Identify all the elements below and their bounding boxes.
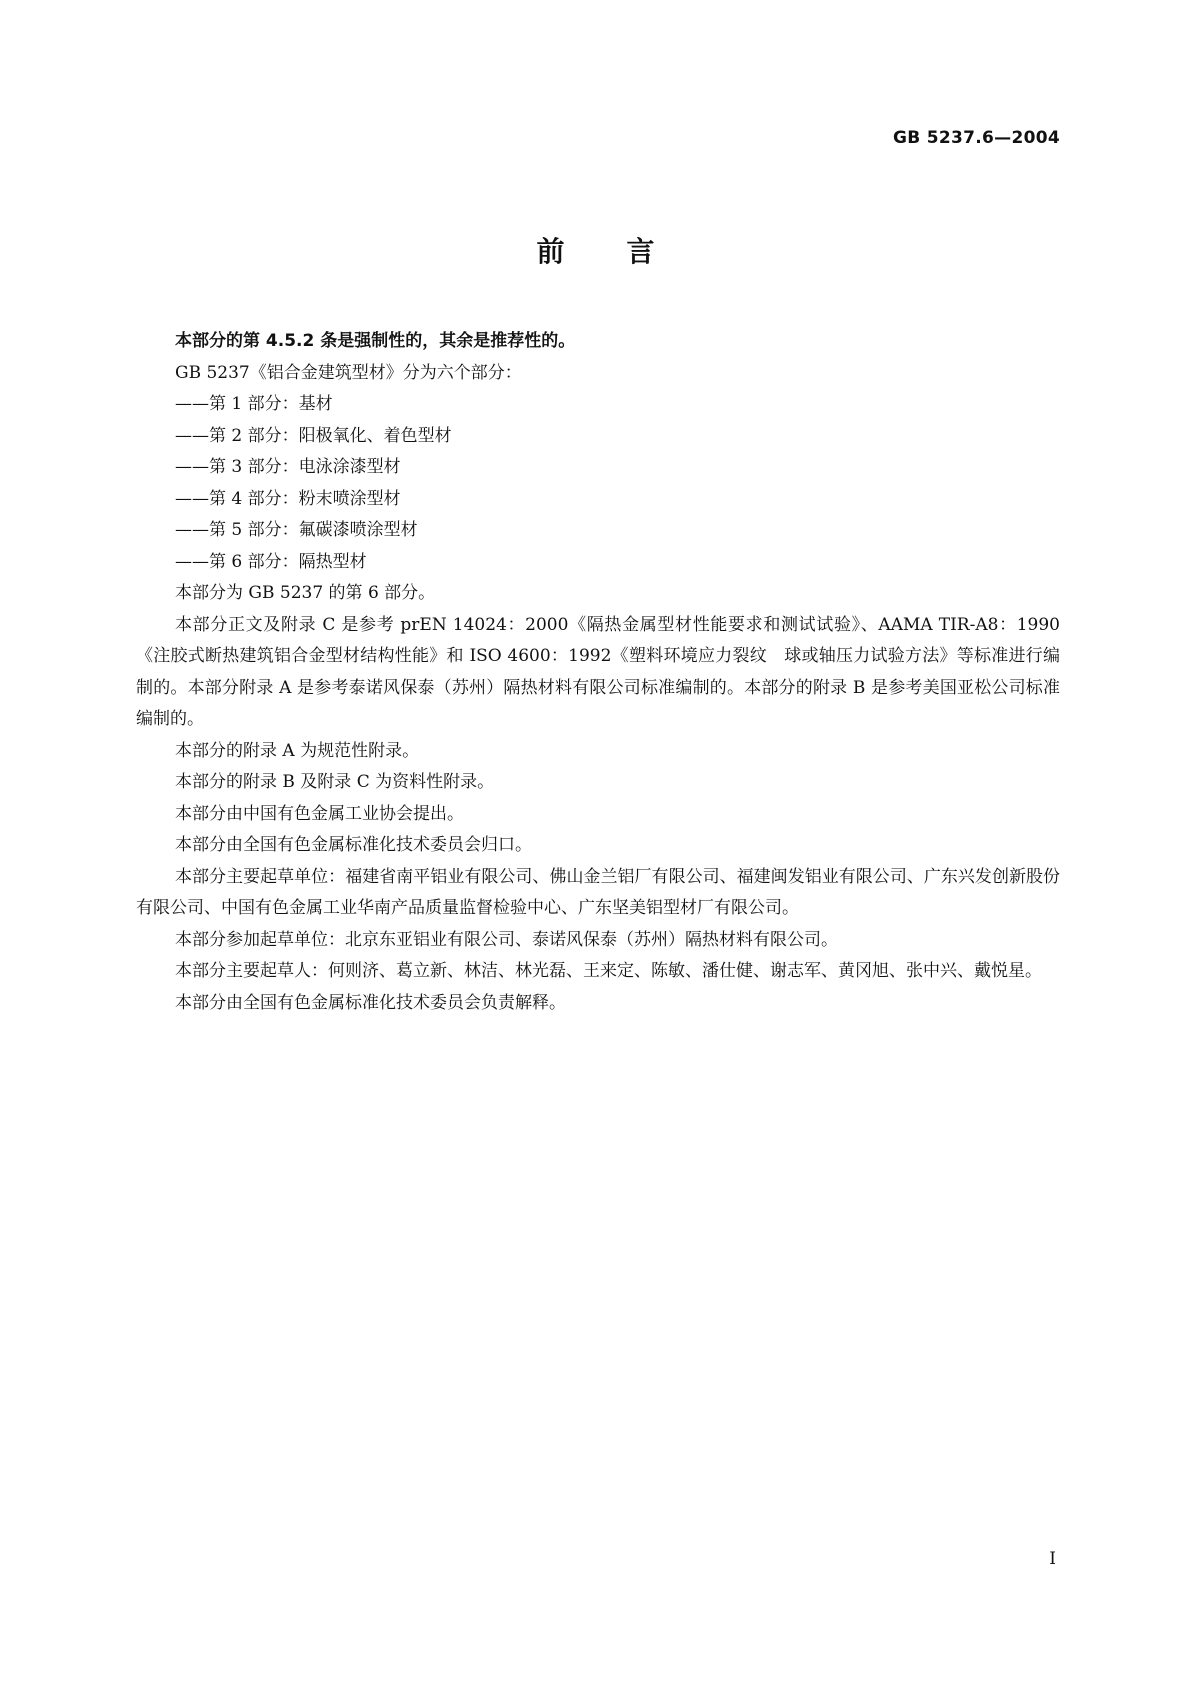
participating-units: 本部分参加起草单位：北京东亚铝业有限公司、泰诺风保泰（苏州）隔热材料有限公司。 xyxy=(175,929,838,950)
main-drafters: 本部分主要起草人：何则济、葛立新、林洁、林光磊、王来定、陈敏、潘仕健、谢志军、黄冈旭、张中兴、戴悦星。 xyxy=(175,961,1042,981)
proposer-statement: 本部分由中国有色金属工业协会提出。 xyxy=(175,803,464,824)
part-item-5: ——第 5 部分：氟碳漆喷涂型材 xyxy=(175,520,418,540)
part-item-6: ——第 6 部分：隔热型材 xyxy=(175,551,367,572)
title-char-1: 前 xyxy=(536,235,565,268)
parts-intro: GB 5237《铝合金建筑型材》分为六个部分： xyxy=(175,362,522,383)
part-item-1: ——第 1 部分：基材 xyxy=(175,394,333,414)
annex-a-statement: 本部分的附录 A 为规范性附录。 xyxy=(175,740,420,761)
interpretation-statement: 本部分由全国有色金属标准化技术委员会负责解释。 xyxy=(175,992,566,1013)
part-item-4: ——第 4 部分：粉末喷涂型材 xyxy=(175,488,401,509)
references-paragraph: 本部分正文及附录 C 是参考 prEN 14024：2000《隔热金属型材性能要求和测试试验》、AAMA TIR-A8：1990《注胶式断热建筑铝合金型材结构性能》和 ISO 4600：1992《塑料环境应力裂纹 球或轴压力试验方法》等标准进行编制的。本部分附录 A 是参考泰诺风保泰（苏州）隔热材料有限公司标准编制的。本部分的附录 B 是参考美国亚松公司标准编制的。 xyxy=(136,614,1060,729)
part-item-3: ——第 3 部分：电泳涂漆型材 xyxy=(175,457,401,477)
foreword-body xyxy=(136,326,1060,1019)
annex-bc-statement: 本部分的附录 B 及附录 C 为资料性附录。 xyxy=(175,772,495,792)
page-title xyxy=(0,230,1191,270)
page-number: I xyxy=(1049,1549,1056,1569)
standard-code: GB 5237.6—2004 xyxy=(893,128,1060,148)
part-item-2: ——第 2 部分：阳极氧化、着色型材 xyxy=(175,425,452,446)
part-statement: 本部分为 GB 5237 的第 6 部分。 xyxy=(175,583,436,603)
main-drafting-units: 本部分主要起草单位：福建省南平铝业有限公司、佛山金兰铝厂有限公司、福建闽发铝业有限公司、广东兴发创新股份有限公司、中国有色金属工业华南产品质量监督检验中心、广东坚美铝型材厂有限公司。 xyxy=(136,866,1060,918)
title-char-2: 言 xyxy=(626,235,655,268)
centralized-statement: 本部分由全国有色金属标准化技术委员会归口。 xyxy=(175,835,532,855)
mandatory-clause-statement: 本部分的第 4.5.2 条是强制性的，其余是推荐性的。 xyxy=(175,331,576,351)
